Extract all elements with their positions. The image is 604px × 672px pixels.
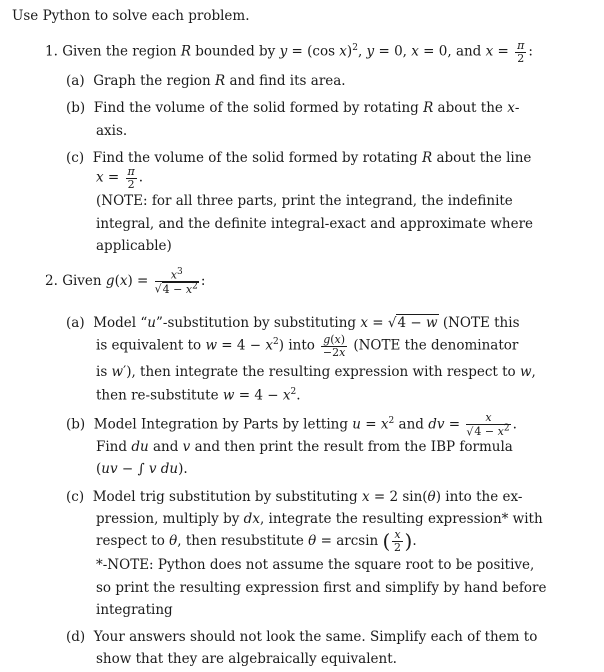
note-line-3: applicable)	[96, 238, 172, 254]
problem-2b-line-1: (b) Model Integration by Parts by letting $u = x^2$ and dv = $\frac{x}{√4 - x^2}$ .	[66, 411, 517, 439]
problem-2b-line-2: Find du and v and then print the result from the IBP formula	[96, 439, 513, 455]
problem-2c-line-3: respect to θ, then resubstitute θ = arcsin ( $\frac{x}{2}$ ).	[96, 528, 417, 554]
problem-2c-note-2: so print the resulting expression first and simplify by hand before	[96, 580, 547, 596]
problem-1c: (c) Find the volume of the solid formed by rotating R about the line	[66, 150, 532, 166]
problem-2a-line-2: is equivalent to $w = 4 - x^2$) into $\frac{g(x)}{-2x}$ (NOTE the denominator	[96, 333, 519, 359]
problem-1-stem: 1. Given the region R bounded by y = (cos x)$^2$, y = 0, x = 0, and x = $\frac{\pi}{2}$ :	[45, 39, 533, 65]
problem-2a-line-4: then re-substitute $w = 4 - x^2$.	[96, 387, 301, 404]
problem-2d-line-2: show that they are algebraically equivalent.	[96, 651, 397, 667]
problem-1b: (b) Find the volume of the solid formed by rotating R about the x-	[66, 100, 520, 116]
note-line-2: integral, and the definite integral-exact and approximate where	[96, 216, 534, 232]
problem-2b-line-3: (uv − ∫ v du).	[96, 461, 188, 477]
problem-1b-cont: axis.	[96, 123, 128, 139]
problem-2c-line-2: pression, multiply by dx, integrate the resulting expression* with	[96, 511, 543, 527]
problem-2c-line-1: (c) Model trig substitution by substituting x = 2 sin(θ) into the ex-	[66, 489, 523, 505]
problem-1a: (a) Graph the region R and find its area.	[66, 73, 346, 89]
problem-1c-line: x = $\frac{\pi}{2}$ .	[96, 165, 144, 191]
problem-2c-note-1: *-NOTE: Python does not assume the square root to be positive,	[96, 557, 535, 573]
problem-2a-line-1: (a) Model “u”-substitution by substituting x = √4 − w (NOTE this	[66, 315, 520, 331]
problem-2d-line-1: (d) Your answers should not look the same. Simplify each of them to	[66, 629, 538, 645]
problem-2-stem: 2. Given g(x) = $\frac{x^3}{√4 - x^2}$ :	[45, 267, 206, 296]
problem-2c-note-3: integrating	[96, 602, 173, 618]
problem-2a-line-3: is w′), then integrate the resulting expression with respect to w,	[96, 364, 536, 380]
instructions: Use Python to solve each problem.	[12, 8, 250, 24]
note-line-1: (NOTE: for all three parts, print the integrand, the indefinite	[96, 193, 513, 209]
